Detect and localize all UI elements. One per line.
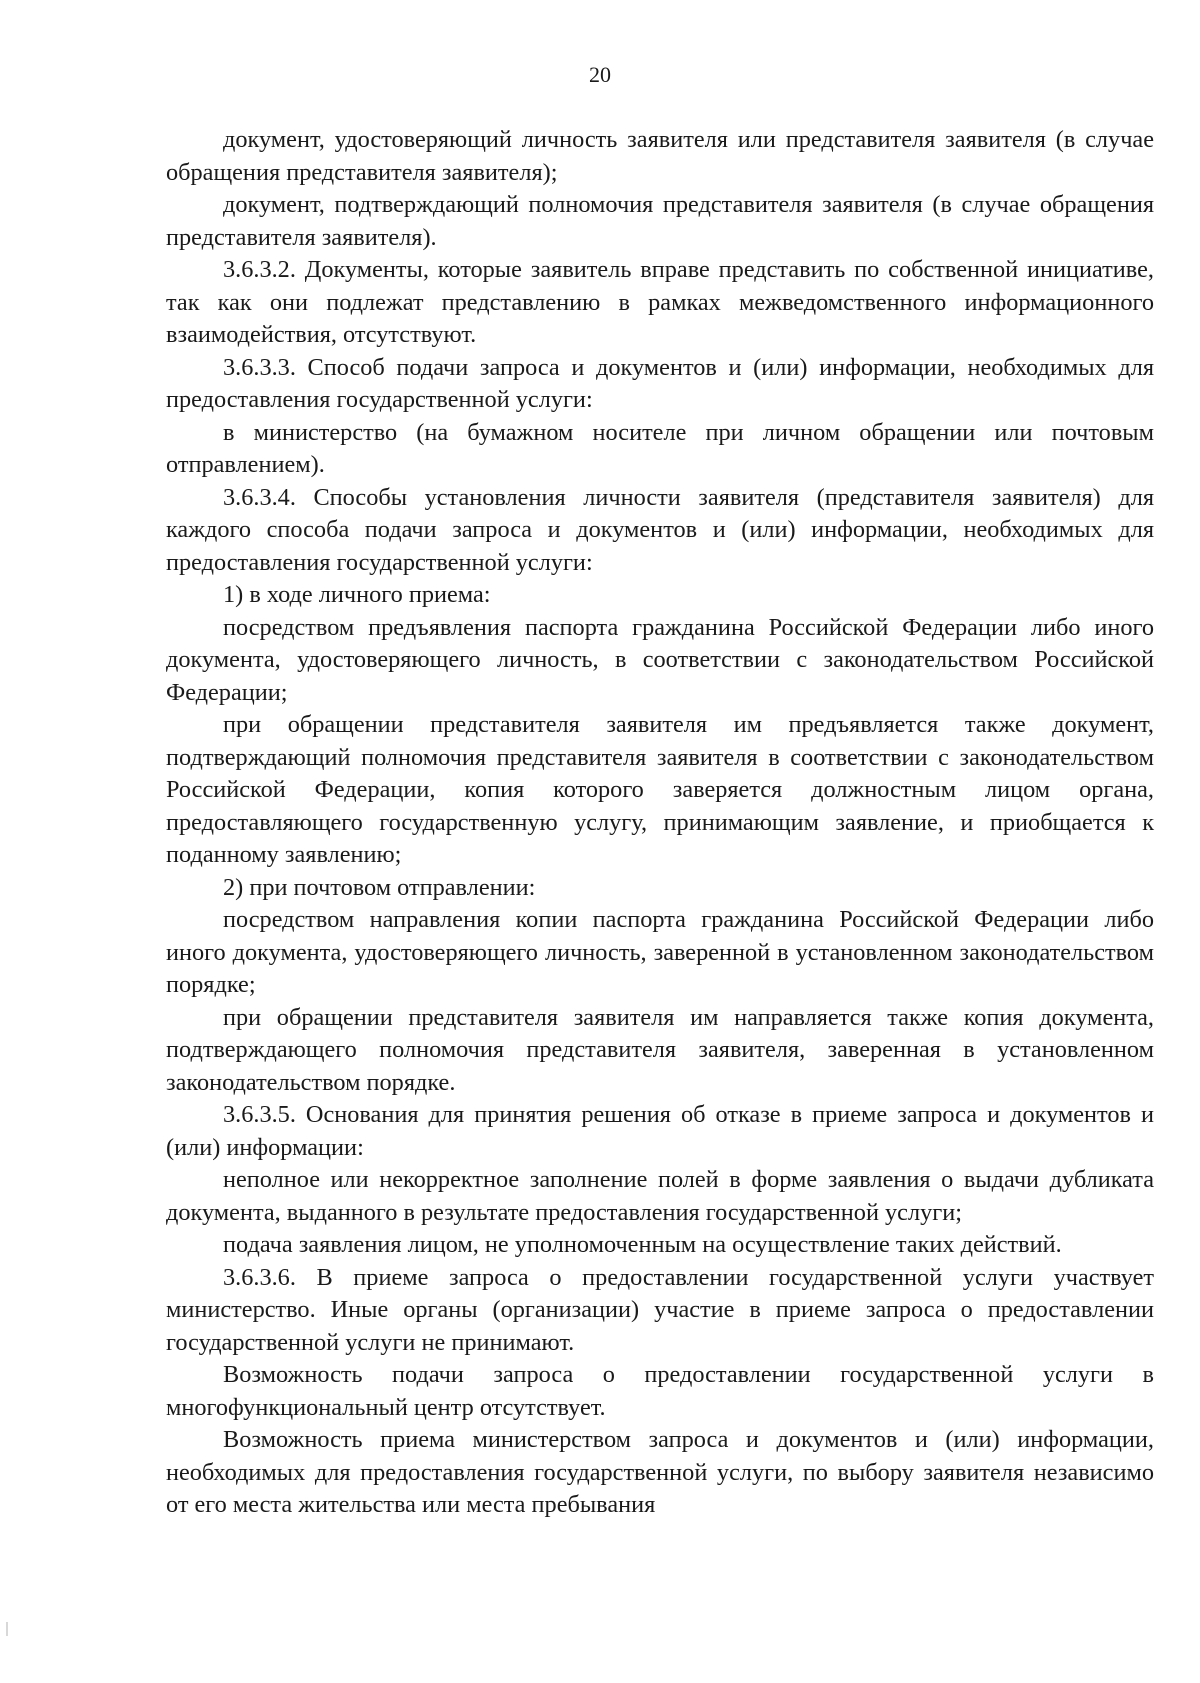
paragraph: документ, удостоверяющий личность заявителя или представителя заявителя (в случае обращения представителя заявителя); <box>166 126 1154 186</box>
paragraph: посредством предъявления паспорта гражданина Российской Федерации либо иного документа, удостоверяющего личность, в соответствии с законодательством Российской Федерации; <box>166 613 1154 706</box>
document-body <box>166 124 1154 1522</box>
paragraph: Возможность подачи запроса о предоставлении государственной услуги в многофункциональный центр отсутствует. <box>166 1361 1154 1421</box>
paragraph: 1) в ходе личного приема: <box>223 581 491 608</box>
paragraph: 3.6.3.6. В приеме запроса о предоставлении государственной услуги участвует министерство. Иные органы (организации) участие в приеме запроса о предоставлении государственной услуги не принимают. <box>166 1263 1154 1356</box>
paragraph: Возможность приема министерством запроса и документов и (или) информации, необходимых для предоставления государственной услуги, по выбору заявителя независимо от его места жительства или места пребывания <box>166 1426 1154 1518</box>
paragraph: при обращении представителя заявителя им направляется также копия документа, подтверждающего полномочия представителя заявителя, заверенная в установленном законодательством порядке. <box>166 1003 1154 1096</box>
paragraph: неполное или некорректное заполнение полей в форме заявления о выдачи дубликата документа, выданного в результате предоставления государственной услуги; <box>166 1166 1154 1226</box>
paragraph: 3.6.3.5. Основания для принятия решения об отказе в приеме запроса и документов и (или) информации: <box>166 1101 1154 1161</box>
paragraph: 3.6.3.3. Способ подачи запроса и документов и (или) информации, необходимых для предоставления государственной услуги: <box>166 353 1154 413</box>
paragraph: в министерство (на бумажном носителе при личном обращении или почтовым отправлением). <box>166 418 1154 478</box>
scan-margin-mark <box>6 1622 8 1636</box>
paragraph: 3.6.3.4. Способы установления личности заявителя (представителя заявителя) для каждого способа подачи запроса и документов и (или) информации, необходимых для предоставления государственной услуги: <box>166 483 1154 576</box>
paragraph: документ, подтверждающий полномочия представителя заявителя (в случае обращения представителя заявителя). <box>166 191 1154 251</box>
page-number: 20 <box>589 62 611 87</box>
paragraph: при обращении представителя заявителя им предъявляется также документ, подтверждающий полномочия представителя заявителя в соответствии с законодательством Российской Федерации, копия которого заверяется должностным лицом органа, предоставляющего государственную услугу, принимающим заявление, и приобщается к поданному заявлению; <box>166 711 1154 868</box>
paragraph: посредством направления копии паспорта гражданина Российской Федерации либо иного документа, удостоверяющего личность, заверенной в установленном законодательством порядке; <box>166 906 1154 998</box>
paragraph: 3.6.3.2. Документы, которые заявитель вправе представить по собственной инициативе, так как они подлежат представлению в рамках межведомственного информационного взаимодействия, отсутствуют. <box>166 256 1154 348</box>
paragraph: подача заявления лицом, не уполномоченным на осуществление таких действий. <box>223 1231 1062 1258</box>
paragraph: 2) при почтовом отправлении: <box>223 873 536 901</box>
